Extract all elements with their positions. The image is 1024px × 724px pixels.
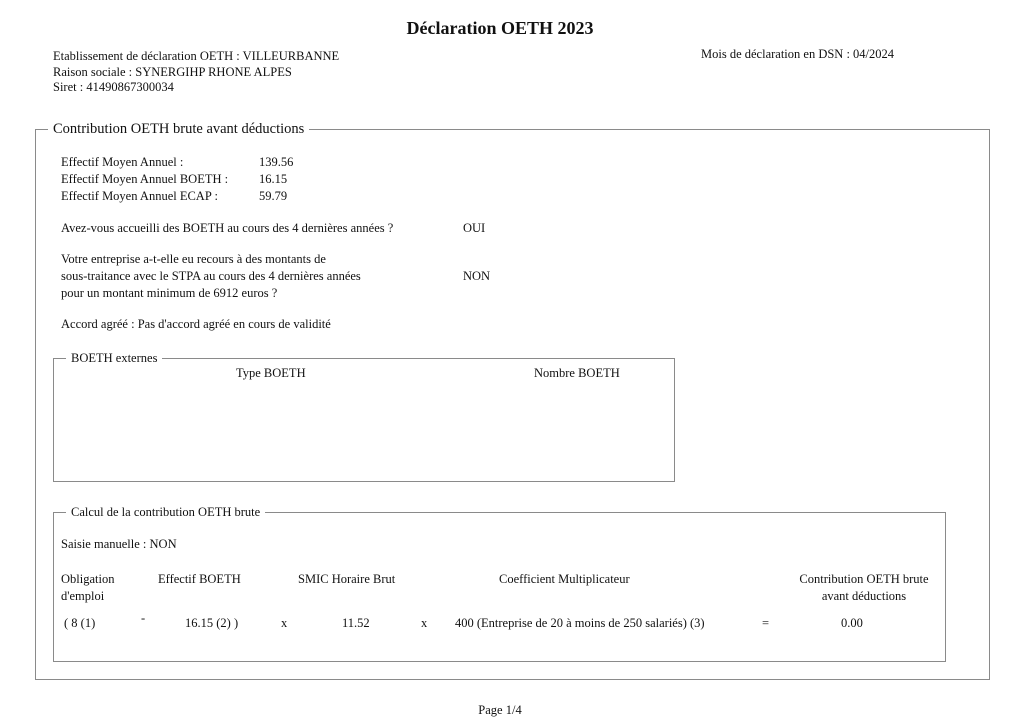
effectif-ecap-value: 59.79 <box>259 189 288 203</box>
obligation-value: ( 8 (1) <box>64 616 96 630</box>
boeth-type-header: Type BOETH <box>236 366 306 380</box>
effectif-annuel-value: 139.56 <box>259 155 294 169</box>
obligation-header-line-2: d'emploi <box>61 589 105 603</box>
page-number: Page 1/4 <box>478 703 522 717</box>
effectif-boeth-label: Effectif Moyen Annuel BOETH : <box>61 172 229 186</box>
contribution-value: 0.00 <box>841 616 863 630</box>
effectif-boeth-value-cell: 16.15 (2) ) <box>185 616 239 630</box>
siret-text: Siret : 41490867300034 <box>53 80 174 94</box>
effectif-boeth-header: Effectif BOETH <box>158 572 241 586</box>
contribution-header-line-2: avant déductions <box>821 589 907 603</box>
minus-operator: - <box>141 611 146 625</box>
effectif-ecap-label: Effectif Moyen Annuel ECAP : <box>61 189 218 203</box>
times-operator-2: x <box>421 616 428 630</box>
obligation-header-line-1: Obligation <box>61 572 115 586</box>
accord-text: Accord agréé : Pas d'accord agréé en cours de validité <box>61 317 331 331</box>
question-stpa-answer: NON <box>463 269 491 283</box>
smic-header: SMIC Horaire Brut <box>298 572 396 586</box>
coefficient-value: 400 (Entreprise de 20 à moins de 250 salariés) (3) <box>455 616 705 630</box>
contribution-header-line-1: Contribution OETH brute <box>799 572 929 586</box>
page-title: Déclaration OETH 2023 <box>406 18 594 38</box>
saisie-manuelle-text: Saisie manuelle : NON <box>61 537 177 551</box>
question-stpa-line-1: Votre entreprise a-t-elle eu recours à des montants de <box>61 252 326 266</box>
effectif-boeth-value: 16.15 <box>259 172 288 186</box>
question-boeth-text: Avez-vous accueilli des BOETH au cours des 4 dernières années ? <box>61 221 394 235</box>
company-name-text: Raison sociale : SYNERGIHP RHONE ALPES <box>53 65 292 79</box>
effectif-annuel-label: Effectif Moyen Annuel : <box>61 155 184 169</box>
times-operator-1: x <box>281 616 288 630</box>
dsn-month-text: Mois de déclaration en DSN : 04/2024 <box>701 47 895 61</box>
question-boeth-answer: OUI <box>463 221 486 235</box>
establishment-text: Etablissement de déclaration OETH : VILLEURBANNE <box>53 49 340 63</box>
question-stpa-line-3: pour un montant minimum de 6912 euros ? <box>61 286 278 300</box>
equals-operator: = <box>762 616 770 630</box>
boeth-nombre-header: Nombre BOETH <box>534 366 620 380</box>
contribution-section-legend: Contribution OETH brute avant déductions <box>53 121 305 137</box>
question-stpa-line-2: sous-traitance avec le STPA au cours des 4 dernières années <box>61 269 361 283</box>
coefficient-header: Coefficient Multiplicateur <box>499 572 630 586</box>
calcul-section-legend: Calcul de la contribution OETH brute <box>71 505 261 519</box>
boeth-externes-legend: BOETH externes <box>71 351 158 365</box>
smic-value: 11.52 <box>342 616 370 630</box>
